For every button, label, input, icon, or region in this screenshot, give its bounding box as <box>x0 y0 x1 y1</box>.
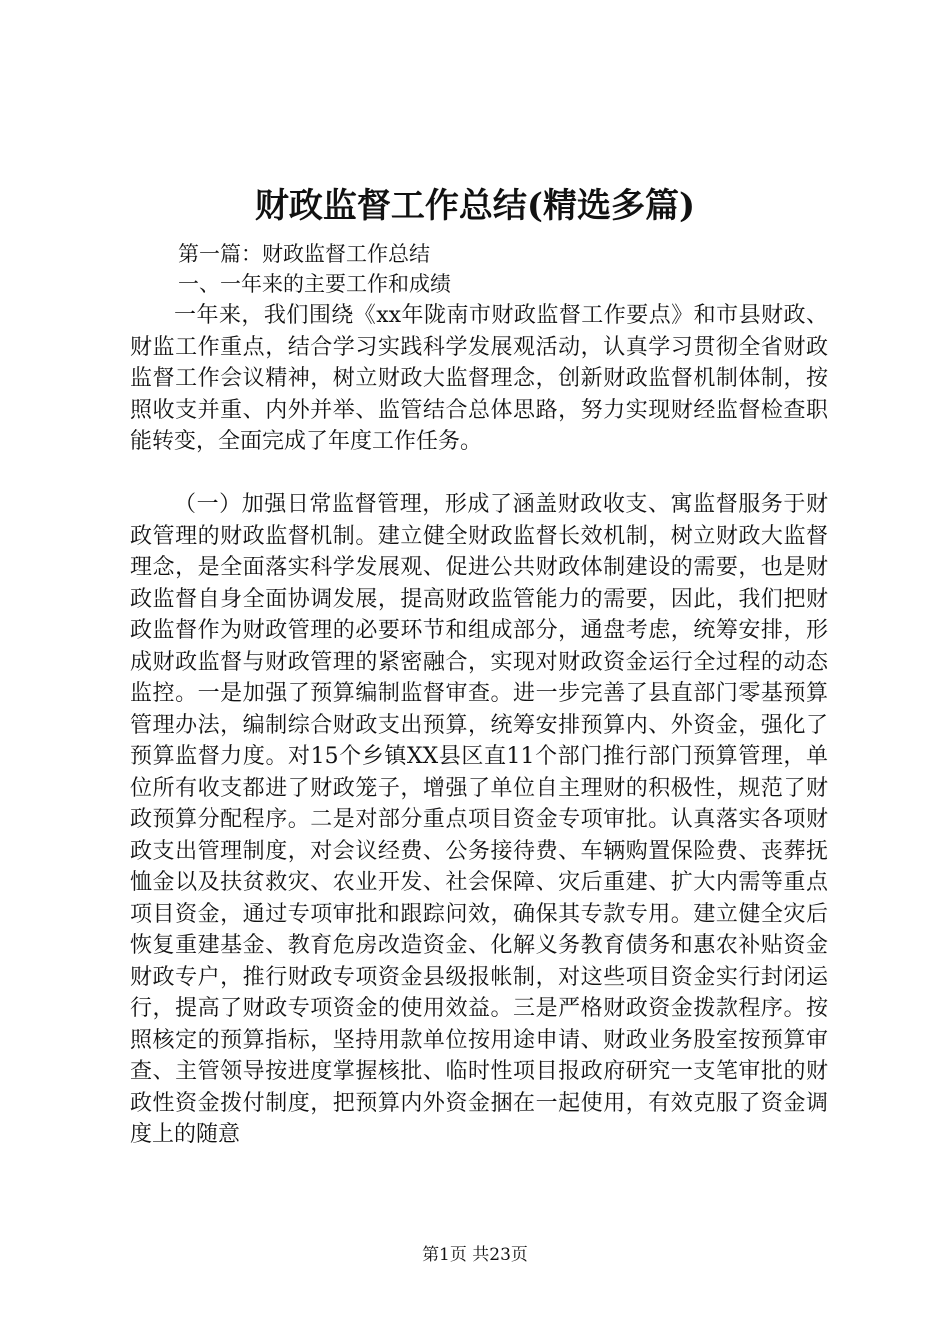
paragraph-section-one: （一）加强日常监督管理，形成了涵盖财政收支、寓监督服务于财政管理的财政监督机制。建立健全财政监督长效机制，树立财政大监督理念，是全面落实科学发展观、促进公共财政体制建设的需要，也是财政监督自身全面协调发展，提高财政监管能力的需要，因此，我们把财政监督作为财政管理的必要环节和组成部分，通盘考虑，统筹安排，形成财政监督与财政管理的紧密融合，实现对财政资金运行全过程的动态监控。一是加强了预算编制监督审查。进一步完善了县直部门零基预算管理办法，编制综合财政支出预算，统筹安排预算内、外资金，强化了预算监督力度。对15个乡镇XX县区直11个部门推行部门预算管理，单位所有收支都进了财政笼子，增强了单位自主理财的积极性，规范了财政预算分配程序。二是对部分重点项目资金专项审批。认真落实各项财政支出管理制度，对会议经费、公务接待费、车辆购置保险费、丧葬抚恤金以及扶贫救灾、农业开发、社会保障、灾后重建、扩大内需等重点项目资金，通过专项审批和跟踪问效，确保其专款专用。建立健全灾后恢复重建基金、教育危房改造资金、化解义务教育债务和惠农补贴资金财政专户，推行财政专项资金县级报帐制，对这些项目资金实行封闭运行，提高了财政专项资金的使用效益。三是严格财政资金拨款程序。按照核定的预算指标，坚持用款单位按用途申请、财政业务股室按预算审查、主管领导按进度掌握核批、临时性项目报政府研究一支笔审批的财政性资金拨付制度，把预算内外资金捆在一起使用，有效克服了资金调度上的随意 <box>130 492 828 1147</box>
section-heading: 一、一年来的主要工作和成绩 <box>178 272 451 296</box>
chapter-heading: 第一篇：财政监督工作总结 <box>178 242 430 266</box>
page-footer: 第1页 共23页 <box>422 1245 528 1265</box>
document-title: 财政监督工作总结(精选多篇) <box>254 186 696 226</box>
paragraph-intro: 一年来，我们围绕《xx年陇南市财政监督工作要点》和市县财政、财监工作重点，结合学习实践科学发展观活动，认真学习贯彻全省财政监督工作会议精神，树立财政大监督理念，创新财政监督机制体制，按照收支并重、内外并举、监管结合总体思路，努力实现财经监督检查职能转变，全面完成了年度工作任务。 <box>130 303 828 454</box>
